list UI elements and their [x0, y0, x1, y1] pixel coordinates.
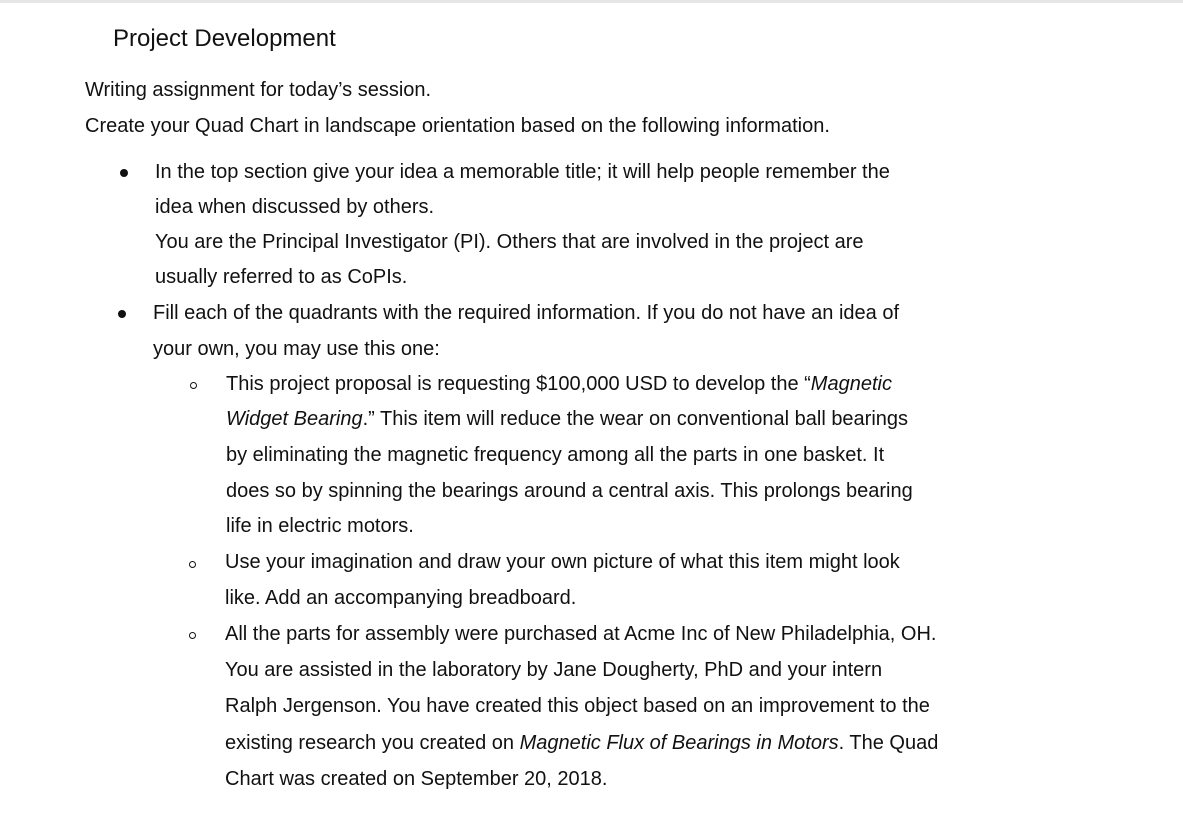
sub-item-3-line-2: You are assisted in the laboratory by Jane Dougherty, PhD and your intern — [225, 659, 883, 681]
sub-item-3-line-4-text: existing research you created on — [225, 732, 520, 754]
bullet-dot-icon — [118, 310, 126, 318]
sub-item-1-line-3: by eliminating the magnetic frequency among all the parts in one basket. It — [226, 444, 885, 466]
bullet-2-line-1: Fill each of the quadrants with the required information. If you do not have an idea of — [153, 302, 900, 324]
bullet-1-line-1: In the top section give your idea a memorable title; it will help people remember the — [155, 161, 890, 183]
sub-item-1-line-5: life in electric motors. — [226, 515, 414, 537]
sub-item-3-line-5: Chart was created on September 20, 2018. — [225, 768, 608, 790]
document-title: Project Development — [113, 25, 336, 52]
sub-item-2-line-2: like. Add an accompanying breadboard. — [225, 587, 577, 609]
bullet-dot-icon — [120, 169, 128, 177]
sub-item-2-line-1: Use your imagination and draw your own picture of what this item might look — [225, 551, 900, 573]
bullet-1-line-4: usually referred to as CoPIs. — [155, 266, 408, 288]
sub-item-3-line-4-suffix: . The Quad — [838, 732, 939, 754]
hollow-bullet-icon — [190, 382, 197, 389]
bullet-2-line-2: your own, you may use this one: — [153, 338, 440, 360]
sub-item-3-line-3: Ralph Jergenson. You have created this object based on an improvement to the — [225, 695, 930, 717]
sub-item-3-line-4 — [225, 729, 938, 757]
bullet-1-line-3: You are the Principal Investigator (PI). Others that are involved in the project are — [155, 231, 864, 253]
product-name-part-1: Magnetic — [810, 373, 892, 395]
top-border — [0, 0, 1183, 3]
product-name-part-2: Widget Bearing — [226, 408, 363, 430]
sub-item-1-line-4: does so by spinning the bearings around a central axis. This prolongs bearing — [226, 480, 913, 502]
hollow-bullet-icon — [189, 632, 196, 639]
sub-item-1-line-1-text: This project proposal is requesting $100,000 USD to develop the “ — [226, 373, 811, 395]
intro-line-1: Writing assignment for today’s session. — [85, 79, 432, 101]
sub-item-3-line-1: All the parts for assembly were purchased at Acme Inc of New Philadelphia, OH. — [225, 623, 937, 645]
sub-item-1-line-2-text: .” This item will reduce the wear on conventional ball bearings — [362, 408, 909, 430]
sub-item-1-line-1 — [226, 370, 892, 398]
intro-line-2: Create your Quad Chart in landscape orientation based on the following information. — [85, 115, 830, 137]
research-title: Magnetic Flux of Bearings in Motors — [519, 732, 839, 754]
hollow-bullet-icon — [189, 561, 196, 568]
sub-item-1-line-2 — [226, 405, 908, 433]
bullet-1-line-2: idea when discussed by others. — [155, 196, 435, 218]
